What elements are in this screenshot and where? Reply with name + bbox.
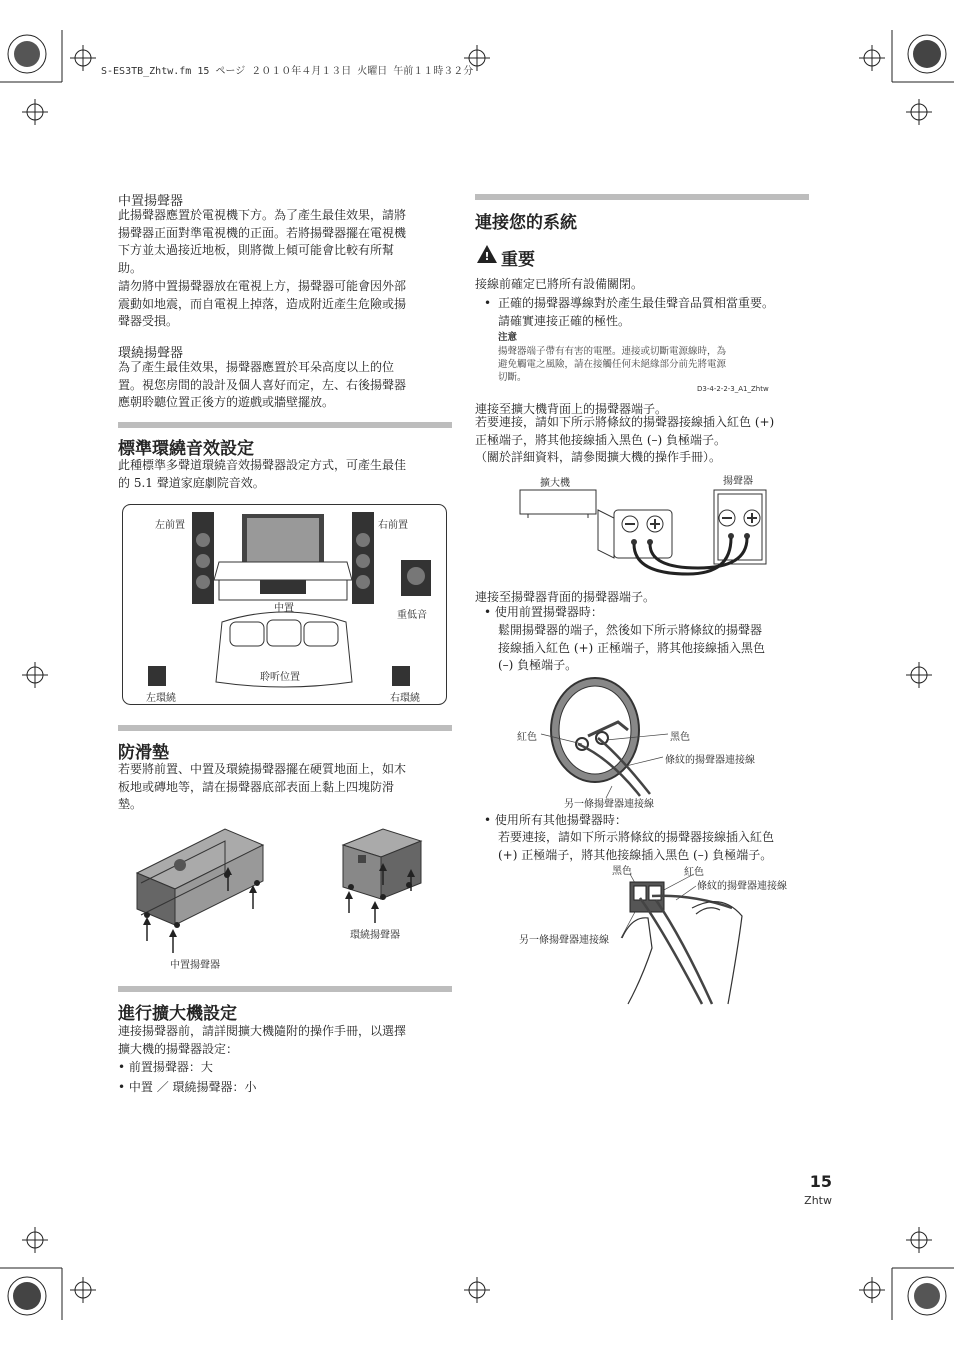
front-right-label: 右前置 bbox=[378, 520, 408, 531]
front-speaker-para: 鬆開揚聲器的端子，然後如下所示將條紋的揚聲器 接線插入紅色 (+) 正極端子，將其他接線插入黑色 (–) 負極端子。 bbox=[498, 623, 766, 672]
subwoofer-label: 重低音 bbox=[397, 610, 427, 621]
language-code: Zhtw bbox=[804, 1194, 832, 1207]
center-speaker-heading: 中置揚聲器 bbox=[118, 194, 184, 209]
speaker-label: 揚聲器 bbox=[723, 476, 753, 487]
amp-setup-para: 連接揚聲器前，請詳閱擴大機隨附的操作手冊，以選擇 擴大機的揚聲器設定： bbox=[118, 1024, 407, 1056]
surround-left-label: 左環繞 bbox=[146, 693, 176, 704]
red-label-2: 紅色 bbox=[684, 867, 704, 878]
black-label-2: 黑色 bbox=[612, 866, 632, 877]
anti-slip-pads-illustration bbox=[125, 825, 455, 965]
connect-title: 連接您的系統 bbox=[475, 213, 577, 233]
page-number: 15 bbox=[809, 1172, 832, 1191]
section-bar bbox=[118, 725, 452, 731]
section-bar bbox=[118, 422, 452, 428]
surround-speaker-para: 為了產生最佳效果，揚聲器應置於耳朵高度以上的位 置。視您房間的設計及個人喜好而定，左、右後揚聲器 應朝聆聽位置正後方的遊戲或牆壁擺放。 bbox=[118, 360, 407, 409]
surround-right-label: 右環繞 bbox=[390, 693, 420, 704]
listening-position-label: 聆听位置 bbox=[260, 672, 300, 683]
standard-surround-para: 此種標準多聲道環繞音效揚聲器設定方式，可產生最佳 的 5.1 聲道家庭劇院音效。 bbox=[118, 458, 407, 490]
section-bar bbox=[475, 194, 809, 200]
note-label: 注意 bbox=[498, 332, 518, 343]
doc-code: D3-4-2-2-3_A1_Zhtw bbox=[697, 385, 769, 393]
amp-setting-center-surround: • 中置 ／ 環繞揚聲器：小 bbox=[118, 1080, 257, 1094]
center-speaker-pad-label: 中置揚聲器 bbox=[170, 960, 220, 971]
center-label: 中置 bbox=[274, 603, 294, 614]
other-speaker-bullet: • 使用所有其他揚聲器時： bbox=[484, 813, 627, 827]
other-speaker-para: 若要連接，請如下所示將條紋的揚聲器接線插入紅色 (+) 正極端子，將其他接線插入黑色 (–) 負極端子。 bbox=[498, 830, 775, 862]
warning-icon bbox=[476, 244, 498, 264]
svg-text:!: ! bbox=[484, 250, 490, 263]
red-label: 紅色 bbox=[517, 732, 537, 743]
anti-slip-title: 防滑墊 bbox=[118, 743, 169, 763]
section-bar bbox=[118, 986, 452, 992]
amp-terminals-heading: 連接至擴大機背面上的揚聲器端子。 bbox=[475, 402, 668, 416]
amplifier-label: 擴大機 bbox=[540, 478, 570, 489]
center-speaker-para1: 此揚聲器應置於電視機下方。為了產生最佳效果，請將 揚聲器正面對準電視機的正面。若將揚聲器擺在電視機 下方並太過接近地板，則將微上傾可能會比較有所幫 助。 bbox=[118, 208, 407, 275]
striped-wire-label-2: 條紋的揚聲器連接線 bbox=[697, 881, 787, 892]
polarity-bullet: 正確的揚聲器導線對於產生最佳聲音品質相當重要。 請確實連接正確的極性。 bbox=[498, 296, 775, 328]
anti-slip-para: 若要將前置、中置及環繞揚聲器擺在硬質地面上，如木 板地或磚地等，請在揚聲器底部表面上黏上四塊防滑 墊。 bbox=[118, 762, 407, 811]
important-heading: 重要 bbox=[501, 250, 535, 270]
front-speaker-bullet: • 使用前置揚聲器時： bbox=[484, 605, 603, 619]
other-wire-label: 另一條揚聲器連接線 bbox=[564, 799, 654, 810]
connect-intro: 接線前確定已將所有設備關閉。 bbox=[475, 277, 644, 291]
standard-surround-title: 標準環繞音效設定 bbox=[118, 439, 254, 459]
front-left-label: 左前置 bbox=[155, 520, 185, 531]
amp-speaker-wiring-diagram bbox=[518, 482, 808, 582]
amp-setup-title: 進行擴大機設定 bbox=[118, 1004, 237, 1024]
speaker-terminals-heading: 連接至揚聲器背面的揚聲器端子。 bbox=[475, 590, 656, 604]
black-label: 黑色 bbox=[670, 732, 690, 743]
other-wire-label-2: 另一條揚聲器連接線 bbox=[519, 935, 609, 946]
amp-terminals-para: 若要連接，請如下所示將條紋的揚聲器接線插入紅色 (+) 正極端子，將其他接線插入黑色 (–) 負極端子。 （關於詳細資料，請參閱擴大機的操作手冊）。 bbox=[475, 415, 775, 464]
note-text: 揚聲器端子帶有有害的電壓。連接或切斷電源線時，為 避免觸電之風險，請在接觸任何未絕緣部分前先將電源 切斷。 bbox=[498, 346, 727, 383]
bullet-dot: • bbox=[484, 296, 492, 310]
file-info-header: S-ES3TB_Zhtw.fm 15 ページ ２０１０年４月１３日 火曜日 午前１１時３２分 bbox=[101, 66, 474, 77]
surround-speaker-pad-label: 環繞揚聲器 bbox=[350, 930, 400, 941]
surround-speaker-heading: 環繞揚聲器 bbox=[118, 346, 184, 361]
striped-wire-label: 條紋的揚聲器連接線 bbox=[665, 755, 755, 766]
amp-setting-front: • 前置揚聲器：大 bbox=[118, 1060, 213, 1074]
center-speaker-para2: 請勿將中置揚聲器放在電視上方，揚聲器可能會因外部 震動如地震，而自電視上掉落，造成附近產生危險或揚 聲器受損。 bbox=[118, 279, 407, 328]
